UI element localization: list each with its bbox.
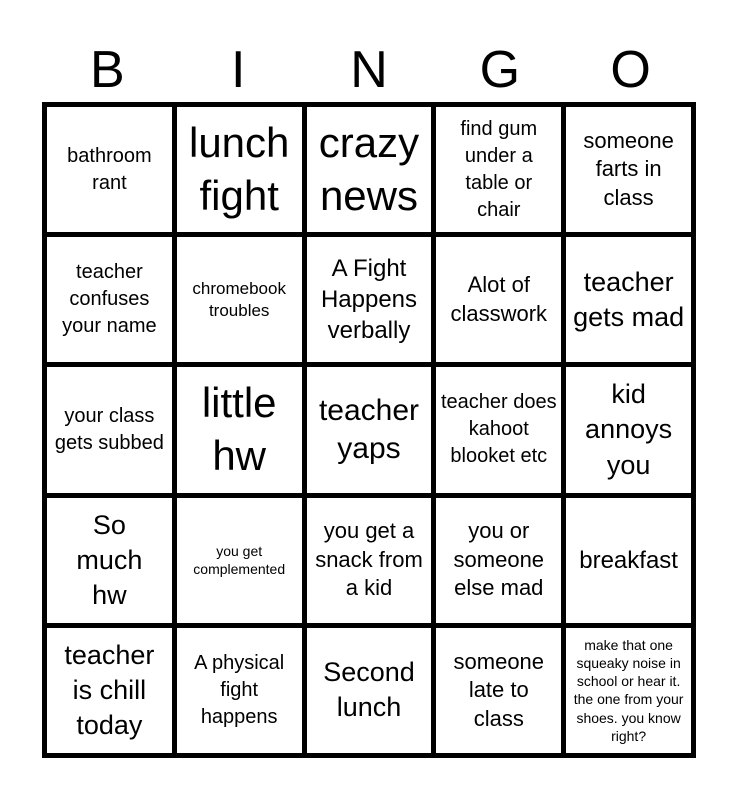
bingo-cell[interactable] [566,367,691,492]
bingo-cell[interactable] [47,107,172,232]
bingo-cell[interactable] [47,237,172,362]
cell-text: find gum under a table or chair [460,117,538,221]
header-letter-g: G [479,41,521,99]
bingo-cell[interactable] [436,237,561,362]
cell-text: kid annoys you [585,379,673,480]
bingo-cell[interactable] [307,367,432,492]
bingo-cell[interactable] [177,237,302,362]
cell-text: teacher yaps [318,394,420,465]
bingo-cell[interactable] [307,237,432,362]
bingo-cell[interactable] [566,237,691,362]
bingo-cell[interactable] [436,498,561,623]
bingo-cell[interactable] [177,628,302,753]
bingo-cell[interactable] [436,628,561,753]
cell-text: teacher confuses your name [62,261,157,338]
cell-text: someone farts in class [583,127,674,210]
cell-text: teacher does kahoot blooket etc [440,391,557,468]
cell-text: crazy news [318,119,420,219]
cell-text: your class gets subbed [54,404,164,454]
bingo-cell[interactable] [566,628,691,753]
bingo-cell[interactable] [307,498,432,623]
bingo-cell[interactable] [177,107,302,232]
bingo-cell[interactable] [307,628,432,753]
cell-text: Alot of classwork [450,272,548,326]
bingo-cell[interactable] [47,628,172,753]
cell-text: lunch fight [188,119,290,219]
cell-text: Second lunch [323,657,415,723]
cell-text: breakfast [579,546,678,574]
bingo-cell[interactable] [47,498,172,623]
bingo-cell[interactable] [566,498,691,623]
bingo-header [42,36,696,104]
header-letter-b: B [90,41,125,99]
cell-text: you get complemented [193,543,286,578]
bingo-cell[interactable] [47,367,172,492]
cell-text: teacher is chill today [64,639,155,740]
bingo-cell[interactable] [436,107,561,232]
bingo-cell[interactable] [307,107,432,232]
cell-text: So much hw [76,509,143,610]
cell-text: teacher gets mad [573,266,685,332]
bingo-cell[interactable] [177,498,302,623]
bingo-cell[interactable] [566,107,691,232]
bingo-cell[interactable] [177,367,302,492]
cell-text: chromebook troubles [192,278,286,320]
cell-text: bathroom rant [67,144,152,194]
cell-text: make that one squeaky noise in school or hear it. the one from your shoes. you know right? [573,636,684,744]
header-letter-n: N [350,41,388,99]
cell-text: little hw [201,379,277,479]
cell-text: you get a snack from a kid [315,518,423,601]
cell-text: someone late to class [453,648,545,731]
header-letter-o: O [610,41,651,99]
cell-text: you or someone else mad [453,518,545,601]
cell-text: A Fight Happens verbally [320,255,418,345]
bingo-cell[interactable] [436,367,561,492]
bingo-board [42,102,696,758]
header-letter-i: I [230,41,246,99]
cell-text: A physical fight happens [194,651,285,728]
